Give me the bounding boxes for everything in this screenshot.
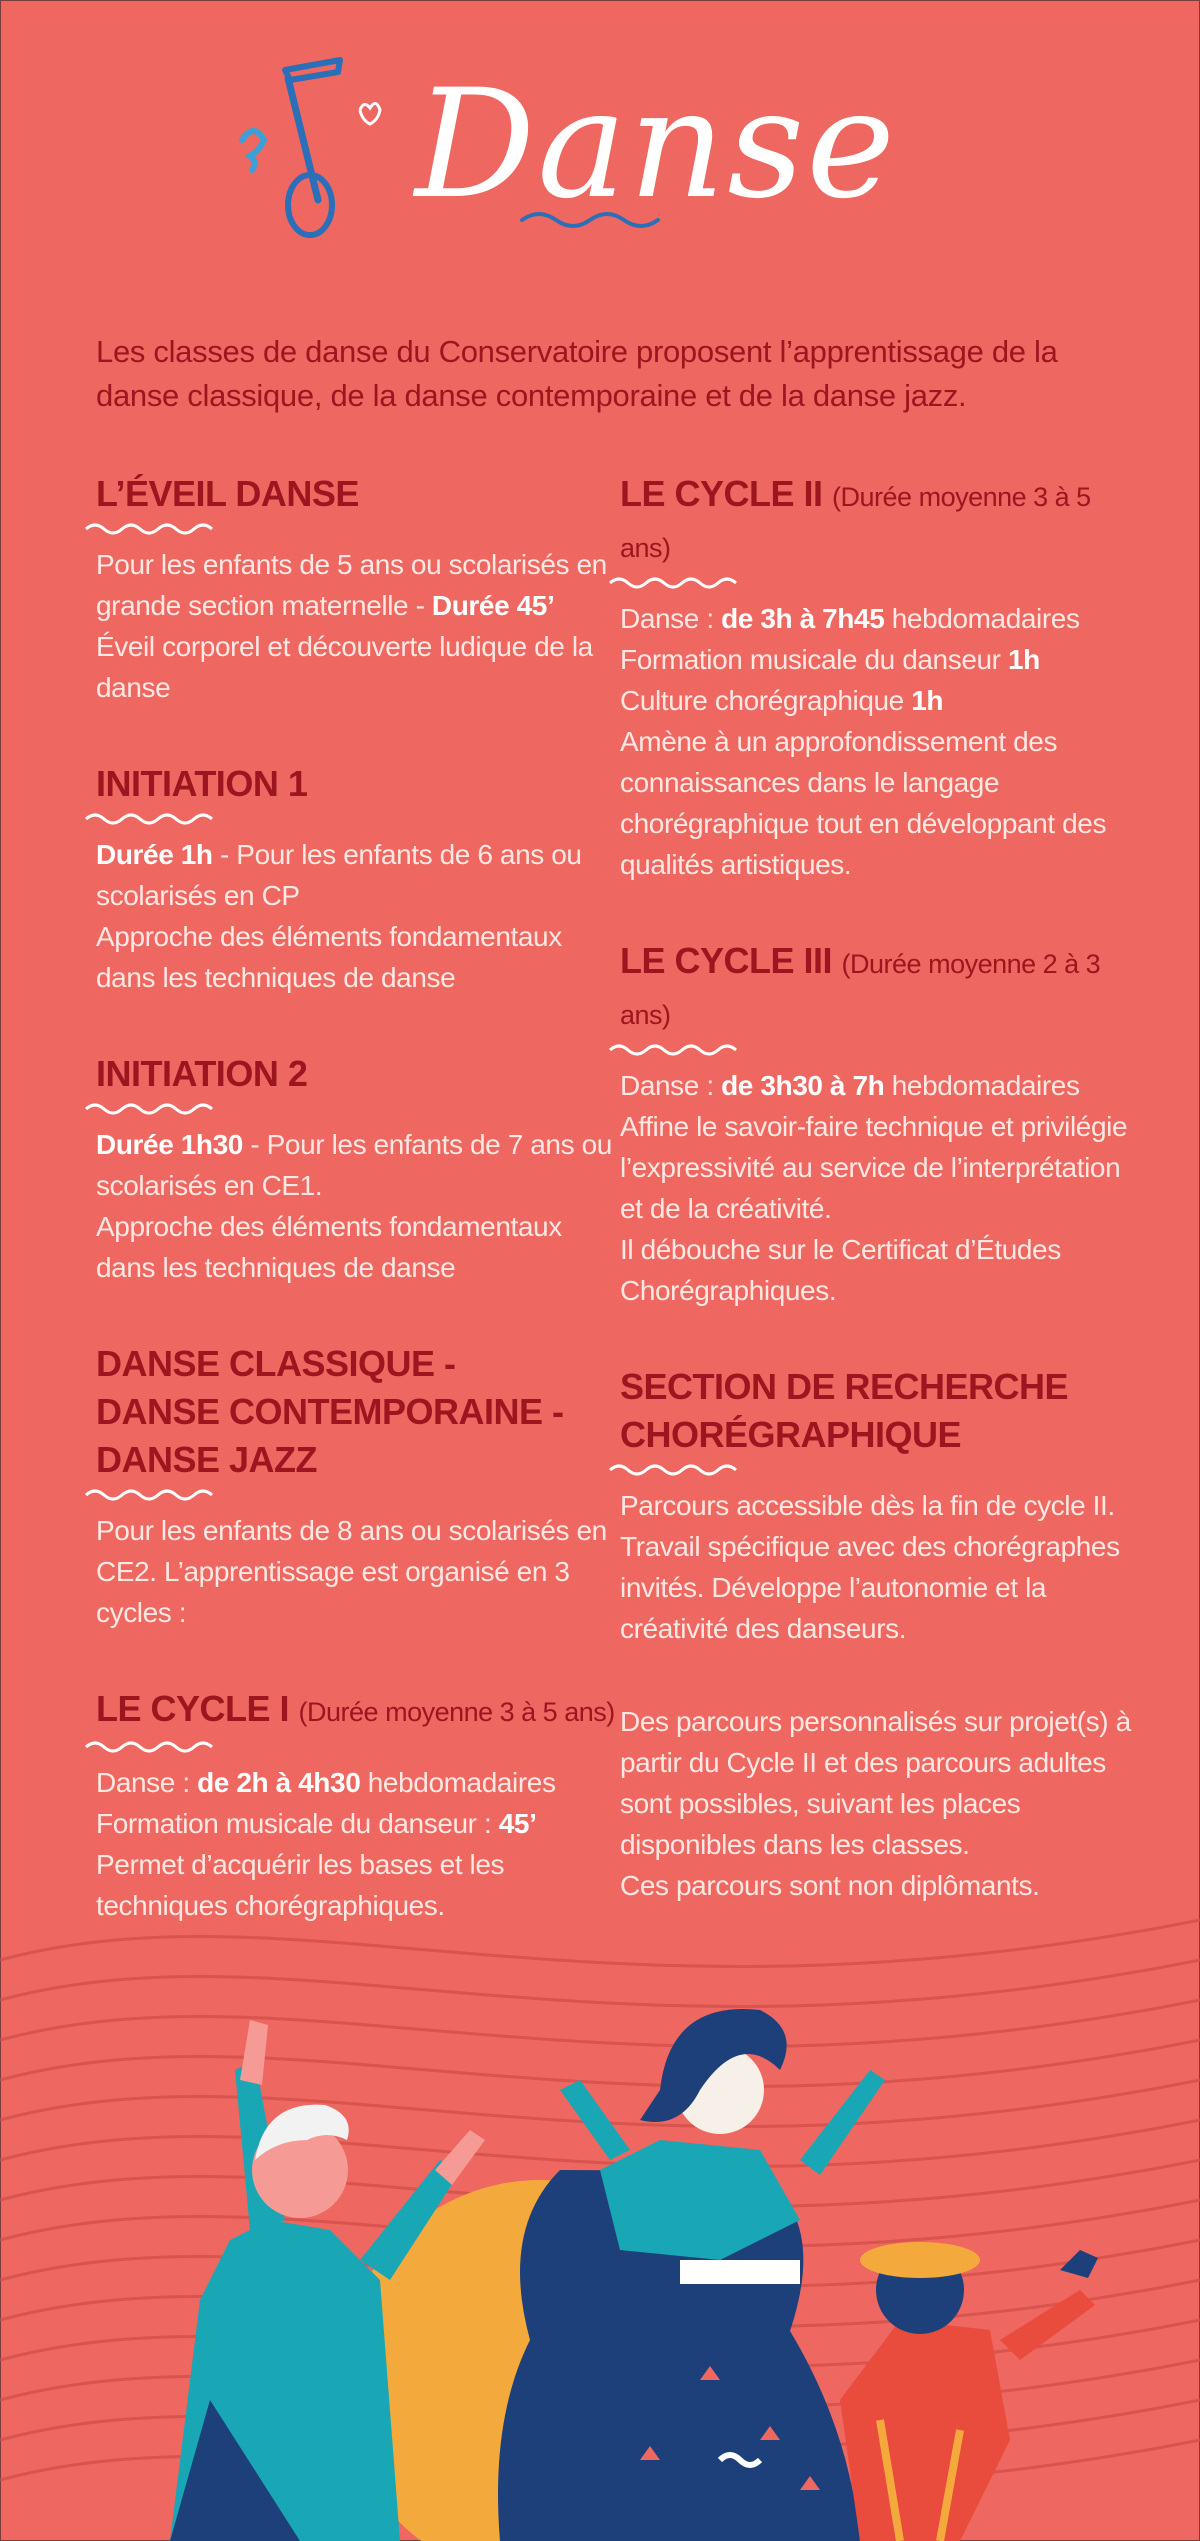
left-column bbox=[96, 470, 616, 1978]
section-title: L’ÉVEIL DANSE bbox=[96, 473, 359, 514]
section-line: Durée 1h30 - Pour les enfants de 7 ans ou scolarisés en CE1. bbox=[96, 1129, 612, 1201]
section-line: Formation musicale du danseur 1h bbox=[620, 644, 1040, 675]
section-line: Pour les enfants de 8 ans ou scolarisés en CE2. L’apprentissage est organisé en 3 cycles : bbox=[96, 1515, 607, 1628]
music-note-icon bbox=[230, 50, 430, 250]
section-line: Parcours accessible dès la fin de cycle II. Travail spécifique avec des chorégraphes invités. Développe l’autonomie et la créativité des danseurs. bbox=[620, 1490, 1120, 1644]
section-line: Il débouche sur le Certificat d’Études Chorégraphiques. bbox=[620, 1234, 1061, 1306]
section-line: Affine le savoir-faire technique et privilégie l’expressivité au service de l’interprétation et de la créativité. bbox=[620, 1111, 1128, 1224]
section-title: LE CYCLE III (Durée moyenne 2 à 3 ans) bbox=[620, 940, 1101, 1030]
closing-line: Des parcours personnalisés sur projet(s) à partir du Cycle II et des parcours adultes sont possibles, suivant les places disponibles dans les classes. bbox=[620, 1706, 1131, 1860]
wave-divider-icon bbox=[84, 1740, 224, 1754]
dancer-middle bbox=[498, 2009, 885, 2541]
section-line: Danse : de 2h à 4h30 hebdomadaires bbox=[96, 1767, 556, 1798]
section-title: SECTION DE RECHERCHE CHORÉGRAPHIQUE bbox=[620, 1366, 1069, 1455]
dancer-right bbox=[840, 2242, 1098, 2541]
section-title: DANSE CLASSIQUE - DANSE CONTEMPORAINE - DANSE JAZZ bbox=[96, 1343, 564, 1480]
wave-divider-icon bbox=[608, 576, 748, 590]
right-column bbox=[620, 470, 1140, 1958]
section-title: LE CYCLE I (Durée moyenne 3 à 5 ans) bbox=[96, 1688, 615, 1729]
section-title: INITIATION 2 bbox=[96, 1053, 308, 1094]
wave-divider-icon bbox=[608, 1463, 748, 1477]
wave-divider-icon bbox=[84, 812, 224, 826]
section-line: Approche des éléments fondamentaux dans les techniques de danse bbox=[96, 1211, 562, 1283]
intro-text: Les classes de danse du Conservatoire proposent l’apprentissage de la danse classique, de la danse contemporaine et de la danse jazz. bbox=[96, 334, 1058, 413]
section-cycle-2 bbox=[620, 470, 1140, 885]
section-line: Amène à un approfondissement des connaissances dans le langage chorégraphique tout en développant des qualités artistiques. bbox=[620, 726, 1107, 880]
section-title: LE CYCLE II (Durée moyenne 3 à 5 ans) bbox=[620, 473, 1091, 563]
section-line: Pour les enfants de 5 ans ou scolarisés en grande section maternelle - Durée 45’ bbox=[96, 549, 607, 621]
page-title: Danse bbox=[415, 58, 898, 232]
section-line: Culture chorégraphique 1h bbox=[620, 685, 944, 716]
section-styles bbox=[96, 1340, 616, 1633]
wave-divider-icon bbox=[608, 1043, 748, 1057]
section-title: INITIATION 1 bbox=[96, 763, 308, 804]
section-eveil bbox=[96, 470, 616, 708]
section-line: Danse : de 3h30 à 7h hebdomadaires bbox=[620, 1070, 1080, 1101]
section-line: Danse : de 3h à 7h45 hebdomadaires bbox=[620, 603, 1080, 634]
section-line: Éveil corporel et découverte ludique de la danse bbox=[96, 631, 593, 703]
section-line: Approche des éléments fondamentaux dans les techniques de danse bbox=[96, 921, 562, 993]
wave-divider-icon bbox=[84, 1488, 224, 1502]
section-line: Permet d’acquérir les bases et les techniques chorégraphiques. bbox=[96, 1849, 505, 1921]
section-initiation-1 bbox=[96, 760, 616, 998]
section-cycle-3 bbox=[620, 937, 1140, 1311]
header bbox=[0, 40, 1200, 260]
section-line: Durée 1h - Pour les enfants de 6 ans ou scolarisés en CP bbox=[96, 839, 582, 911]
dancers-illustration bbox=[0, 1840, 1200, 2541]
wave-divider-icon bbox=[84, 522, 224, 536]
section-line: Formation musicale du danseur : 45’ bbox=[96, 1808, 537, 1839]
wave-divider-icon bbox=[84, 1102, 224, 1116]
title-wave-icon bbox=[520, 210, 660, 230]
section-initiation-2 bbox=[96, 1050, 616, 1288]
closing-line: Ces parcours sont non diplômants. bbox=[620, 1870, 1040, 1901]
section-recherche bbox=[620, 1363, 1140, 1649]
